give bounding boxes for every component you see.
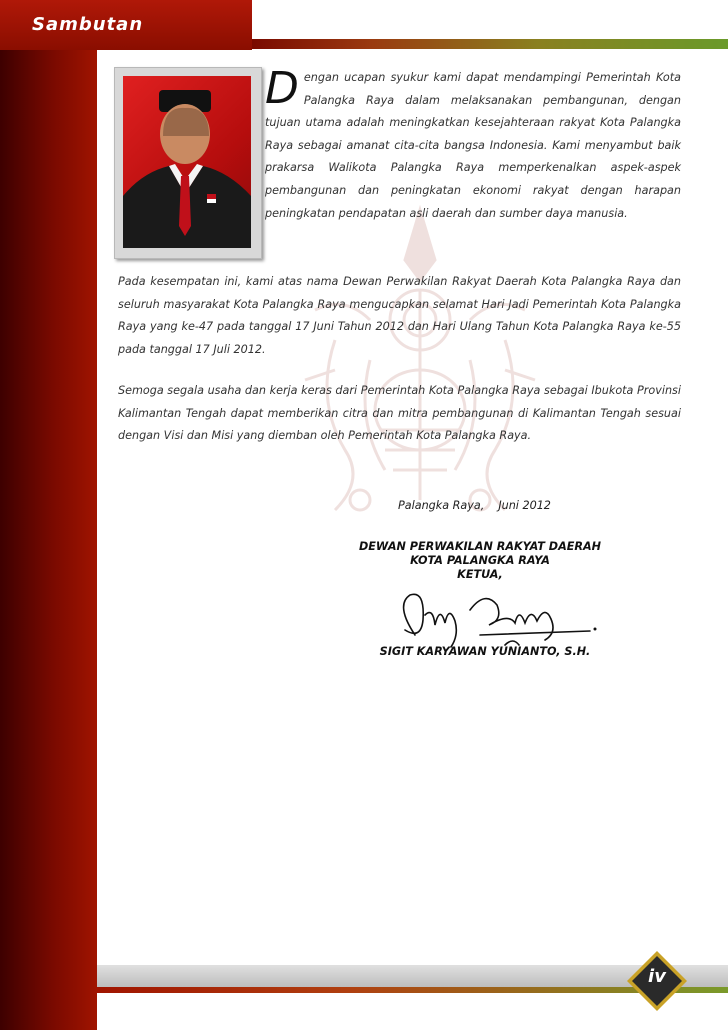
portrait-photo-frame xyxy=(114,67,262,259)
position-title: KETUA, xyxy=(457,568,503,581)
portrait-photo xyxy=(123,76,251,248)
place: Palangka Raya, xyxy=(398,499,485,512)
page-number: iv xyxy=(648,966,666,987)
drop-cap: D xyxy=(265,63,299,114)
body-paragraph-2: Semoga segala usaha dan kerja keras dari Pemerintah Kota Palangka Raya sebagai Ibukota Provinsi Kalimantan Tengah dapat memberikan citra dan mitra pembangunan di Kalimantan Tengah sesuai dengan Visi dan Misi yang diemban oleh Pemerintah Kota Palangka Raya. xyxy=(118,384,681,443)
signer-name: SIGIT KARYAWAN YUNIANTO, S.H. xyxy=(379,645,591,658)
section-title: Sambutan xyxy=(32,14,144,35)
body-paragraph-1: Pada kesempatan ini, kami atas nama Dewan Perwakilan Rakyat Daerah Kota Palangka Raya dan seluruh masyarakat Kota Palangka Raya mengucapkan selamat Hari Jadi Pemerintah Kota Palangka Raya yang ke-47 pada tanggal 17 Juni Tahun 2012 dan Hari Ulang Tahun Kota Palangka Raya ke-55 pada tanggal 17 Juli 2012. xyxy=(118,275,681,356)
intro-paragraph xyxy=(265,63,681,225)
institution-line-1: DEWAN PERWAKILAN RAKYAT DAERAH xyxy=(358,540,602,553)
place-date-line xyxy=(398,499,551,512)
header-stripe xyxy=(252,39,728,49)
institution-line-2: KOTA PALANGKA RAYA xyxy=(410,554,550,567)
section-header-tab xyxy=(0,0,252,50)
left-decorative-bar xyxy=(0,50,97,1030)
coat-of-arms-watermark-icon xyxy=(275,200,565,530)
intro-text: engan ucapan syukur kami dapat mendampingi Pemerintah Kota Palangka Raya dalam melaksanakan pembangunan, dengan tujuan utama adalah meningkatkan kesejahteraan rakyat Kota Palangka Raya sebagai amanat cita-cita bangsa Indonesia. Kami menyambut baik prakarsa Walikota Palangka Raya memperkenalkan aspek-aspek pembangunan dan peningkatan ekonomi rakyat dengan harapan peningkatan pendapatan asli daerah dan sumber daya manusia. xyxy=(265,71,681,220)
signatory-institution xyxy=(340,540,620,582)
date: Juni 2012 xyxy=(498,499,551,512)
